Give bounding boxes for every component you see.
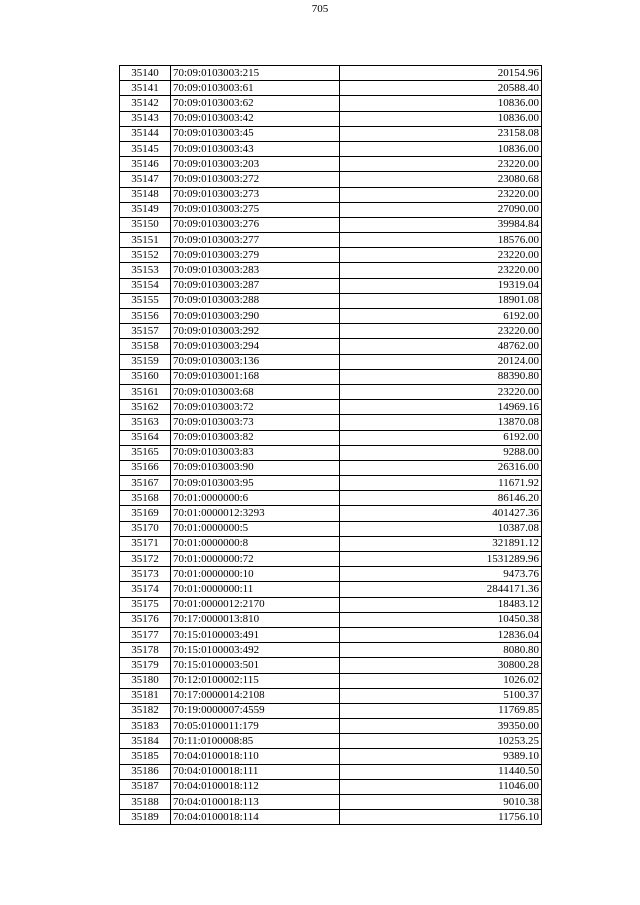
cadastral-number-cell: 70:05:0100011:179: [171, 719, 340, 734]
table-row: [120, 96, 542, 111]
cadastral-number-cell: 70:01:0000000:8: [171, 536, 340, 551]
value-cell: 9389.10: [340, 749, 542, 764]
table-row: [120, 66, 542, 81]
row-number-cell: 35167: [120, 476, 171, 491]
cadastral-number-cell: 70:09:0103003:287: [171, 278, 340, 293]
value-cell: 10253.25: [340, 734, 542, 749]
table-row: [120, 141, 542, 156]
row-number-cell: 35174: [120, 582, 171, 597]
page-number: 705: [311, 3, 329, 15]
value-cell: 9288.00: [340, 445, 542, 460]
value-cell: 23080.68: [340, 172, 542, 187]
value-cell: 11046.00: [340, 779, 542, 794]
row-number-cell: 35147: [120, 172, 171, 187]
value-cell: 10836.00: [340, 96, 542, 111]
row-number-cell: 35144: [120, 126, 171, 141]
row-number-cell: 35165: [120, 445, 171, 460]
table-row: [120, 172, 542, 187]
table-row: [120, 263, 542, 278]
cadastral-number-cell: 70:09:0103003:73: [171, 415, 340, 430]
cadastral-number-cell: 70:09:0103003:283: [171, 263, 340, 278]
table-row: [120, 734, 542, 749]
value-cell: 23220.00: [340, 248, 542, 263]
cadastral-number-cell: 70:09:0103003:294: [171, 339, 340, 354]
cadastral-number-cell: 70:09:0103003:61: [171, 81, 340, 96]
value-cell: 23220.00: [340, 263, 542, 278]
cadastral-number-cell: 70:09:0103001:168: [171, 369, 340, 384]
cadastral-number-cell: 70:09:0103003:273: [171, 187, 340, 202]
row-number-cell: 35177: [120, 627, 171, 642]
cadastral-number-cell: 70:09:0103003:292: [171, 324, 340, 339]
cadastral-number-cell: 70:09:0103003:72: [171, 400, 340, 415]
table-row: [120, 445, 542, 460]
value-cell: 23220.00: [340, 187, 542, 202]
value-cell: 18576.00: [340, 233, 542, 248]
row-number-cell: 35187: [120, 779, 171, 794]
table-row: [120, 658, 542, 673]
cadastral-number-cell: 70:09:0103003:45: [171, 126, 340, 141]
value-cell: 11769.85: [340, 703, 542, 718]
cadastral-number-cell: 70:09:0103003:215: [171, 66, 340, 81]
table-row: [120, 293, 542, 308]
cadastral-number-cell: 70:01:0000000:5: [171, 521, 340, 536]
value-cell: 18901.08: [340, 293, 542, 308]
cadastral-number-cell: 70:09:0103003:68: [171, 384, 340, 399]
row-number-cell: 35152: [120, 248, 171, 263]
cadastral-number-cell: 70:01:0000012:3293: [171, 506, 340, 521]
row-number-cell: 35183: [120, 719, 171, 734]
row-number-cell: 35164: [120, 430, 171, 445]
row-number-cell: 35160: [120, 369, 171, 384]
cadastral-number-cell: 70:09:0103003:279: [171, 248, 340, 263]
row-number-cell: 35158: [120, 339, 171, 354]
cadastral-number-cell: 70:04:0100018:111: [171, 764, 340, 779]
row-number-cell: 35180: [120, 673, 171, 688]
table-row: [120, 582, 542, 597]
row-number-cell: 35155: [120, 293, 171, 308]
table-row: [120, 157, 542, 172]
row-number-cell: 35148: [120, 187, 171, 202]
row-number-cell: 35171: [120, 536, 171, 551]
row-number-cell: 35181: [120, 688, 171, 703]
row-number-cell: 35141: [120, 81, 171, 96]
table-row: [120, 597, 542, 612]
value-cell: 2844171.36: [340, 582, 542, 597]
value-cell: 20124.00: [340, 354, 542, 369]
table-row: [120, 552, 542, 567]
row-number-cell: 35166: [120, 460, 171, 475]
table-row: [120, 217, 542, 232]
cadastral-number-cell: 70:09:0103003:275: [171, 202, 340, 217]
value-cell: 10387.08: [340, 521, 542, 536]
value-cell: 88390.80: [340, 369, 542, 384]
table-row: [120, 612, 542, 627]
value-cell: 14969.16: [340, 400, 542, 415]
value-cell: 30800.28: [340, 658, 542, 673]
row-number-cell: 35146: [120, 157, 171, 172]
value-cell: 20588.40: [340, 81, 542, 96]
table-row: [120, 779, 542, 794]
table-row: [120, 810, 542, 825]
table-row: [120, 111, 542, 126]
value-cell: 8080.80: [340, 643, 542, 658]
cadastral-number-cell: 70:04:0100018:112: [171, 779, 340, 794]
cadastral-number-cell: 70:09:0103003:95: [171, 476, 340, 491]
table-row: [120, 643, 542, 658]
row-number-cell: 35159: [120, 354, 171, 369]
row-number-cell: 35169: [120, 506, 171, 521]
value-cell: 5100.37: [340, 688, 542, 703]
table-row: [120, 324, 542, 339]
row-number-cell: 35178: [120, 643, 171, 658]
value-cell: 18483.12: [340, 597, 542, 612]
value-cell: 401427.36: [340, 506, 542, 521]
row-number-cell: 35186: [120, 764, 171, 779]
value-cell: 1531289.96: [340, 552, 542, 567]
cadastral-number-cell: 70:04:0100018:114: [171, 810, 340, 825]
value-cell: 48762.00: [340, 339, 542, 354]
cadastral-number-cell: 70:09:0103003:90: [171, 460, 340, 475]
value-cell: 11756.10: [340, 810, 542, 825]
row-number-cell: 35176: [120, 612, 171, 627]
table-row: [120, 719, 542, 734]
cadastral-number-cell: 70:09:0103003:277: [171, 233, 340, 248]
table-row: [120, 536, 542, 551]
value-cell: 10450.38: [340, 612, 542, 627]
value-cell: 11440.50: [340, 764, 542, 779]
table-row: [120, 491, 542, 506]
table-row: [120, 567, 542, 582]
value-cell: 23220.00: [340, 324, 542, 339]
table-row: [120, 187, 542, 202]
table-row: [120, 673, 542, 688]
table-row: [120, 126, 542, 141]
value-cell: 23220.00: [340, 384, 542, 399]
cadastral-number-cell: 70:04:0100018:113: [171, 795, 340, 810]
value-cell: 10836.00: [340, 141, 542, 156]
row-number-cell: 35154: [120, 278, 171, 293]
cadastral-number-cell: 70:09:0103003:276: [171, 217, 340, 232]
value-cell: 39984.84: [340, 217, 542, 232]
cadastral-number-cell: 70:09:0103003:290: [171, 309, 340, 324]
row-number-cell: 35179: [120, 658, 171, 673]
value-cell: 9010.38: [340, 795, 542, 810]
cadastral-number-cell: 70:09:0103003:82: [171, 430, 340, 445]
value-cell: 13870.08: [340, 415, 542, 430]
value-cell: 19319.04: [340, 278, 542, 293]
value-cell: 9473.76: [340, 567, 542, 582]
table-row: [120, 248, 542, 263]
table-row: [120, 795, 542, 810]
table-row: [120, 309, 542, 324]
table-row: [120, 506, 542, 521]
row-number-cell: 35182: [120, 703, 171, 718]
value-cell: 20154.96: [340, 66, 542, 81]
value-cell: 12836.04: [340, 627, 542, 642]
row-number-cell: 35173: [120, 567, 171, 582]
table-row: [120, 354, 542, 369]
row-number-cell: 35162: [120, 400, 171, 415]
row-number-cell: 35172: [120, 552, 171, 567]
table-row: [120, 521, 542, 536]
table-row: [120, 688, 542, 703]
table-row: [120, 703, 542, 718]
value-cell: 27090.00: [340, 202, 542, 217]
table-row: [120, 81, 542, 96]
table-row: [120, 415, 542, 430]
value-cell: 11671.92: [340, 476, 542, 491]
row-number-cell: 35185: [120, 749, 171, 764]
table-row: [120, 627, 542, 642]
cadastral-number-cell: 70:01:0000000:10: [171, 567, 340, 582]
value-cell: 39350.00: [340, 719, 542, 734]
cadastral-number-cell: 70:09:0103003:203: [171, 157, 340, 172]
cadastral-number-cell: 70:09:0103003:62: [171, 96, 340, 111]
value-cell: 6192.00: [340, 309, 542, 324]
row-number-cell: 35184: [120, 734, 171, 749]
cadastral-number-cell: 70:19:0000007:4559: [171, 703, 340, 718]
cadastral-number-cell: 70:01:0000000:6: [171, 491, 340, 506]
cadastral-number-cell: 70:09:0103003:272: [171, 172, 340, 187]
data-table: [119, 65, 542, 825]
value-cell: 86146.20: [340, 491, 542, 506]
row-number-cell: 35161: [120, 384, 171, 399]
row-number-cell: 35151: [120, 233, 171, 248]
table-row: [120, 749, 542, 764]
cadastral-number-cell: 70:15:0100003:501: [171, 658, 340, 673]
cadastral-number-cell: 70:04:0100018:110: [171, 749, 340, 764]
table-row: [120, 202, 542, 217]
cadastral-number-cell: 70:09:0103003:43: [171, 141, 340, 156]
value-cell: 321891.12: [340, 536, 542, 551]
table-row: [120, 339, 542, 354]
value-cell: 26316.00: [340, 460, 542, 475]
table-row: [120, 369, 542, 384]
row-number-cell: 35153: [120, 263, 171, 278]
row-number-cell: 35163: [120, 415, 171, 430]
row-number-cell: 35143: [120, 111, 171, 126]
row-number-cell: 35188: [120, 795, 171, 810]
row-number-cell: 35157: [120, 324, 171, 339]
table-row: [120, 476, 542, 491]
row-number-cell: 35145: [120, 141, 171, 156]
cadastral-number-cell: 70:09:0103003:42: [171, 111, 340, 126]
cadastral-number-cell: 70:09:0103003:83: [171, 445, 340, 460]
cadastral-number-cell: 70:01:0000012:2170: [171, 597, 340, 612]
table-body: [120, 66, 542, 825]
cadastral-number-cell: 70:17:0000013:810: [171, 612, 340, 627]
row-number-cell: 35156: [120, 309, 171, 324]
table-row: [120, 278, 542, 293]
row-number-cell: 35142: [120, 96, 171, 111]
table-row: [120, 400, 542, 415]
cadastral-number-cell: 70:15:0100003:491: [171, 627, 340, 642]
row-number-cell: 35150: [120, 217, 171, 232]
row-number-cell: 35189: [120, 810, 171, 825]
row-number-cell: 35149: [120, 202, 171, 217]
table-row: [120, 460, 542, 475]
table-row: [120, 384, 542, 399]
cadastral-number-cell: 70:01:0000000:11: [171, 582, 340, 597]
row-number-cell: 35140: [120, 66, 171, 81]
row-number-cell: 35175: [120, 597, 171, 612]
row-number-cell: 35170: [120, 521, 171, 536]
cadastral-number-cell: 70:09:0103003:288: [171, 293, 340, 308]
cadastral-number-cell: 70:12:0100002:115: [171, 673, 340, 688]
value-cell: 23220.00: [340, 157, 542, 172]
value-cell: 6192.00: [340, 430, 542, 445]
cadastral-number-cell: 70:15:0100003:492: [171, 643, 340, 658]
value-cell: 10836.00: [340, 111, 542, 126]
cadastral-number-cell: 70:17:0000014:2108: [171, 688, 340, 703]
cadastral-number-cell: 70:01:0000000:72: [171, 552, 340, 567]
cadastral-number-cell: 70:11:0100008:85: [171, 734, 340, 749]
table-row: [120, 764, 542, 779]
cadastral-number-cell: 70:09:0103003:136: [171, 354, 340, 369]
table-row: [120, 233, 542, 248]
value-cell: 23158.08: [340, 126, 542, 141]
value-cell: 1026.02: [340, 673, 542, 688]
row-number-cell: 35168: [120, 491, 171, 506]
table-row: [120, 430, 542, 445]
